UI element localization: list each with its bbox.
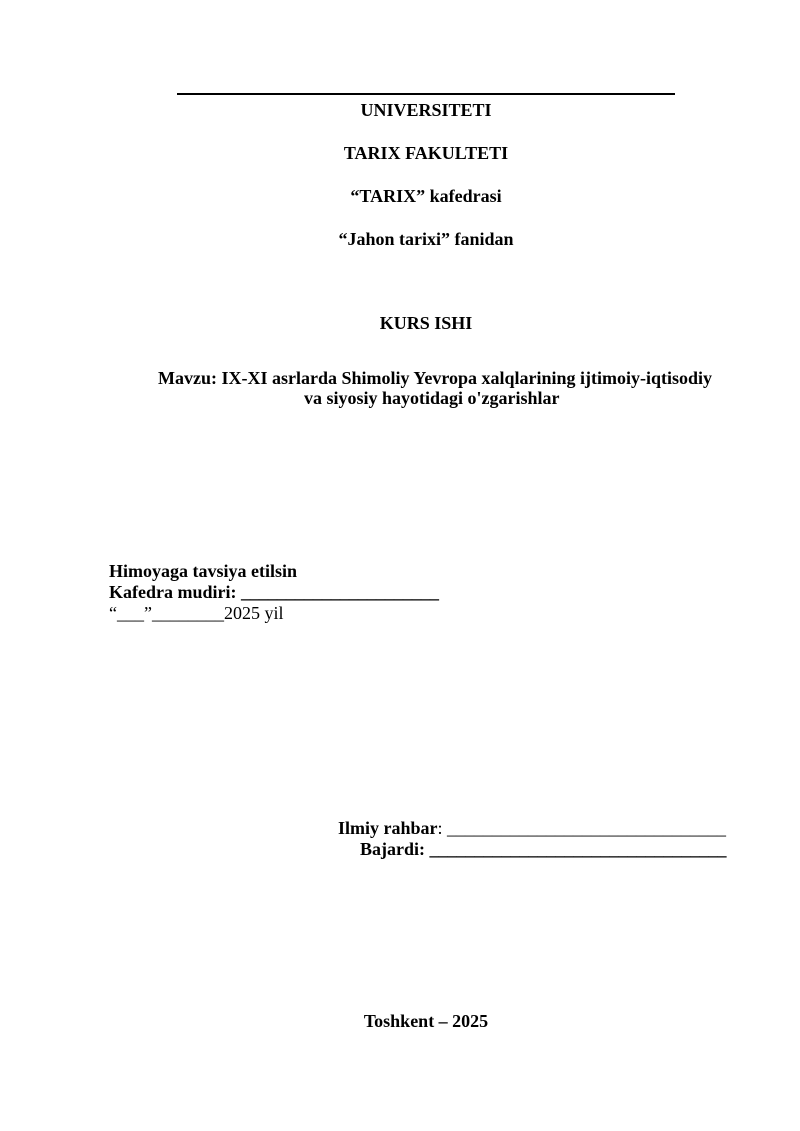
department-head-line: Kafedra mudiri: ______________________ bbox=[109, 582, 439, 602]
place-year: Toshkent – 2025 bbox=[363, 1011, 489, 1031]
university-name: UNIVERSITETI bbox=[360, 100, 492, 120]
author-row bbox=[360, 839, 727, 860]
advisor-label: Ilmiy rahbar bbox=[338, 818, 438, 838]
recommend-text: Himoyaga tavsiya etilsin bbox=[109, 561, 297, 581]
author-label: Bajardi: bbox=[360, 839, 425, 859]
faculty-name: TARIX FAKULTETI bbox=[343, 143, 509, 163]
advisor-row bbox=[338, 818, 726, 839]
author-signature-line: _________________________________ bbox=[425, 839, 727, 859]
document-type: KURS ISHI bbox=[379, 313, 473, 333]
topic-line-1: Mavzu: IX-XI asrlarda Shimoliy Yevropa xalqlarining ijtimoiy-iqtisodiy bbox=[158, 368, 713, 388]
topic-line-2: va siyosiy hayotidagi o'zgarishlar bbox=[304, 388, 560, 408]
department-name: “TARIX” kafedrasi bbox=[350, 186, 502, 206]
advisor-signature-line: : _______________________________ bbox=[437, 818, 727, 838]
date-line: “___”________2025 yil bbox=[109, 603, 284, 623]
subject-name: “Jahon tarixi” fanidan bbox=[338, 229, 514, 249]
header-rule bbox=[177, 93, 675, 95]
